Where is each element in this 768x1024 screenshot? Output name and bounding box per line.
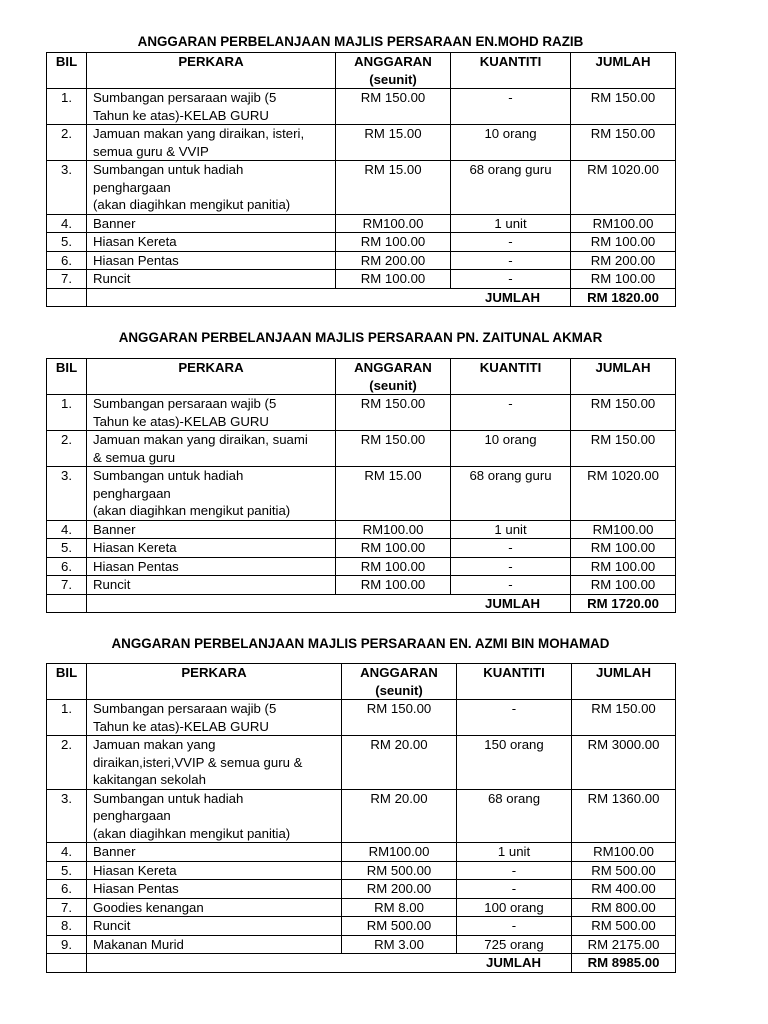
table-row xyxy=(47,789,676,843)
table-row xyxy=(47,270,676,289)
total-label: JUMLAH xyxy=(87,954,572,973)
cell-perkara: Sumbangan persaraan wajib (5 Tahun ke atas)-KELAB GURU xyxy=(87,395,336,431)
cell-jumlah: RM 200.00 xyxy=(571,251,676,270)
cell-bil: 5. xyxy=(47,233,87,252)
cell-perkara: Runcit xyxy=(87,917,342,936)
header-row xyxy=(47,359,676,395)
cell-anggaran: RM 500.00 xyxy=(342,861,457,880)
table-row xyxy=(47,843,676,862)
cell-bil: 9. xyxy=(47,935,87,954)
cell-perkara: Sumbangan persaraan wajib (5 Tahun ke atas)-KELAB GURU xyxy=(87,89,336,125)
cell-bil: 2. xyxy=(47,736,87,790)
budget-table xyxy=(46,358,676,613)
total-row xyxy=(47,954,676,973)
cell-kuantiti: - xyxy=(451,395,571,431)
cell-kuantiti: 68 orang guru xyxy=(451,467,571,521)
header-kuantiti: KUANTITI xyxy=(451,359,571,395)
cell-bil: 3. xyxy=(47,161,87,215)
cell-perkara: Hiasan Kereta xyxy=(87,233,336,252)
section-title: ANGGARAN PERBELANJAAN MAJLIS PERSARAAN EN.MOHD RAZIB xyxy=(137,34,584,49)
cell-jumlah: RM 500.00 xyxy=(572,861,676,880)
cell-anggaran: RM 150.00 xyxy=(342,700,457,736)
cell-kuantiti: 1 unit xyxy=(457,843,572,862)
cell-bil: 1. xyxy=(47,89,87,125)
table-row xyxy=(47,161,676,215)
table-row xyxy=(47,233,676,252)
table-row xyxy=(47,214,676,233)
cell-jumlah: RM 150.00 xyxy=(571,89,676,125)
cell-kuantiti: - xyxy=(451,270,571,289)
cell-jumlah: RM 800.00 xyxy=(572,898,676,917)
cell-perkara: Hiasan Kereta xyxy=(87,861,342,880)
cell-kuantiti: 100 orang xyxy=(457,898,572,917)
cell-jumlah: RM 1020.00 xyxy=(571,161,676,215)
cell-perkara: Sumbangan untuk hadiah penghargaan (akan diagihkan mengikut panitia) xyxy=(87,161,336,215)
cell-jumlah: RM 150.00 xyxy=(571,431,676,467)
cell-kuantiti: - xyxy=(457,700,572,736)
cell-jumlah: RM 150.00 xyxy=(571,395,676,431)
cell-anggaran: RM 15.00 xyxy=(336,125,451,161)
cell-jumlah: RM 1020.00 xyxy=(571,467,676,521)
cell-anggaran: RM 100.00 xyxy=(336,233,451,252)
cell-jumlah: RM 100.00 xyxy=(571,557,676,576)
table-row xyxy=(47,520,676,539)
cell-perkara: Jamuan makan yang diraikan,isteri,VVIP & semua guru & kakitangan sekolah xyxy=(87,736,342,790)
total-label: JUMLAH xyxy=(87,594,571,613)
cell-kuantiti: 1 unit xyxy=(451,520,571,539)
cell-anggaran: RM 15.00 xyxy=(336,467,451,521)
section-title: ANGGARAN PERBELANJAAN MAJLIS PERSARAAN EN. AZMI BIN MOHAMAD xyxy=(111,636,610,651)
table-row xyxy=(47,935,676,954)
cell-kuantiti: - xyxy=(451,539,571,558)
cell-bil: 7. xyxy=(47,898,87,917)
cell-kuantiti: 68 orang guru xyxy=(451,161,571,215)
cell-bil: 6. xyxy=(47,557,87,576)
cell-perkara: Hiasan Pentas xyxy=(87,251,336,270)
total-value: RM 1820.00 xyxy=(571,288,676,307)
cell-perkara: Goodies kenangan xyxy=(87,898,342,917)
cell-anggaran: RM 200.00 xyxy=(342,880,457,899)
section-title: ANGGARAN PERBELANJAAN MAJLIS PERSARAAN PN. ZAITUNAL AKMAR xyxy=(118,330,603,345)
cell-bil: 1. xyxy=(47,700,87,736)
cell-jumlah: RM 3000.00 xyxy=(572,736,676,790)
cell-bil: 7. xyxy=(47,270,87,289)
cell-anggaran: RM 100.00 xyxy=(336,576,451,595)
header-row xyxy=(47,664,676,700)
cell-bil: 3. xyxy=(47,789,87,843)
header-row xyxy=(47,53,676,89)
cell-kuantiti: - xyxy=(451,576,571,595)
cell-anggaran: RM 100.00 xyxy=(336,270,451,289)
cell-bil: 4. xyxy=(47,214,87,233)
cell-kuantiti: 150 orang xyxy=(457,736,572,790)
cell-jumlah: RM 150.00 xyxy=(572,700,676,736)
cell-bil: 2. xyxy=(47,125,87,161)
cell-perkara: Runcit xyxy=(87,576,336,595)
cell-kuantiti: - xyxy=(451,233,571,252)
cell-bil: 6. xyxy=(47,880,87,899)
total-row xyxy=(47,288,676,307)
cell-bil: 3. xyxy=(47,467,87,521)
cell-anggaran: RM100.00 xyxy=(336,520,451,539)
header-kuantiti: KUANTITI xyxy=(451,53,571,89)
cell-kuantiti: 10 orang xyxy=(451,125,571,161)
cell-perkara: Jamuan makan yang diraikan, isteri, semua guru & VVIP xyxy=(87,125,336,161)
header-anggaran: ANGGARAN (seunit) xyxy=(336,359,451,395)
table-row xyxy=(47,251,676,270)
header-jumlah: JUMLAH xyxy=(571,53,676,89)
cell-bil: 4. xyxy=(47,520,87,539)
cell-anggaran: RM 150.00 xyxy=(336,89,451,125)
cell-anggaran: RM 20.00 xyxy=(342,736,457,790)
total-row xyxy=(47,594,676,613)
cell-kuantiti: - xyxy=(451,251,571,270)
cell-bil: 5. xyxy=(47,861,87,880)
cell-bil: 2. xyxy=(47,431,87,467)
cell-bil: 8. xyxy=(47,917,87,936)
table-row xyxy=(47,467,676,521)
cell-jumlah: RM 2175.00 xyxy=(572,935,676,954)
total-value: RM 8985.00 xyxy=(572,954,676,973)
cell-anggaran: RM 15.00 xyxy=(336,161,451,215)
cell-jumlah: RM100.00 xyxy=(572,843,676,862)
cell-perkara: Sumbangan untuk hadiah penghargaan (akan diagihkan mengikut panitia) xyxy=(87,789,342,843)
table-row xyxy=(47,125,676,161)
table-row xyxy=(47,557,676,576)
cell-jumlah: RM 100.00 xyxy=(571,270,676,289)
table-row xyxy=(47,700,676,736)
cell-anggaran: RM 3.00 xyxy=(342,935,457,954)
cell-anggaran: RM 100.00 xyxy=(336,539,451,558)
cell-jumlah: RM 100.00 xyxy=(571,539,676,558)
cell-jumlah: RM 1360.00 xyxy=(572,789,676,843)
cell-bil: 7. xyxy=(47,576,87,595)
header-perkara: PERKARA xyxy=(87,664,342,700)
cell-perkara: Makanan Murid xyxy=(87,935,342,954)
cell-bil: 4. xyxy=(47,843,87,862)
table-row xyxy=(47,89,676,125)
cell-kuantiti: - xyxy=(451,557,571,576)
cell-kuantiti: 725 orang xyxy=(457,935,572,954)
cell-jumlah: RM 100.00 xyxy=(571,233,676,252)
cell-kuantiti: - xyxy=(457,880,572,899)
header-anggaran: ANGGARAN (seunit) xyxy=(336,53,451,89)
cell-perkara: Hiasan Pentas xyxy=(87,557,336,576)
cell-perkara: Sumbangan persaraan wajib (5 Tahun ke atas)-KELAB GURU xyxy=(87,700,342,736)
header-perkara: PERKARA xyxy=(87,359,336,395)
cell-anggaran: RM 150.00 xyxy=(336,431,451,467)
cell-anggaran: RM100.00 xyxy=(336,214,451,233)
cell-anggaran: RM 200.00 xyxy=(336,251,451,270)
header-bil: BIL xyxy=(47,664,87,700)
cell-anggaran: RM 20.00 xyxy=(342,789,457,843)
cell-anggaran: RM 100.00 xyxy=(336,557,451,576)
cell-kuantiti: 10 orang xyxy=(451,431,571,467)
cell-perkara: Hiasan Kereta xyxy=(87,539,336,558)
table-row xyxy=(47,736,676,790)
header-bil: BIL xyxy=(47,359,87,395)
table-row xyxy=(47,539,676,558)
cell-jumlah: RM 100.00 xyxy=(571,576,676,595)
header-jumlah: JUMLAH xyxy=(572,664,676,700)
header-perkara: PERKARA xyxy=(87,53,336,89)
header-bil: BIL xyxy=(47,53,87,89)
cell-bil: 6. xyxy=(47,251,87,270)
table-row xyxy=(47,917,676,936)
table-row xyxy=(47,576,676,595)
cell-perkara: Runcit xyxy=(87,270,336,289)
cell-kuantiti: - xyxy=(457,917,572,936)
cell-kuantiti: - xyxy=(457,861,572,880)
cell-anggaran: RM 150.00 xyxy=(336,395,451,431)
cell-kuantiti: - xyxy=(451,89,571,125)
cell-perkara: Jamuan makan yang diraikan, suami & semua guru xyxy=(87,431,336,467)
budget-table xyxy=(46,663,676,973)
cell-kuantiti: 68 orang xyxy=(457,789,572,843)
cell-anggaran: RM 500.00 xyxy=(342,917,457,936)
table-row xyxy=(47,395,676,431)
header-kuantiti: KUANTITI xyxy=(457,664,572,700)
header-anggaran: ANGGARAN (seunit) xyxy=(342,664,457,700)
table-row xyxy=(47,880,676,899)
cell-perkara: Hiasan Pentas xyxy=(87,880,342,899)
cell-perkara: Banner xyxy=(87,214,336,233)
total-label: JUMLAH xyxy=(87,288,571,307)
budget-table xyxy=(46,52,676,307)
cell-perkara: Banner xyxy=(87,843,342,862)
cell-jumlah: RM100.00 xyxy=(571,214,676,233)
table-row xyxy=(47,861,676,880)
cell-empty xyxy=(47,288,87,307)
cell-kuantiti: 1 unit xyxy=(451,214,571,233)
cell-perkara: Banner xyxy=(87,520,336,539)
cell-jumlah: RM100.00 xyxy=(571,520,676,539)
table-row xyxy=(47,431,676,467)
cell-anggaran: RM100.00 xyxy=(342,843,457,862)
table-row xyxy=(47,898,676,917)
cell-bil: 1. xyxy=(47,395,87,431)
cell-bil: 5. xyxy=(47,539,87,558)
cell-jumlah: RM 500.00 xyxy=(572,917,676,936)
total-value: RM 1720.00 xyxy=(571,594,676,613)
header-jumlah: JUMLAH xyxy=(571,359,676,395)
cell-jumlah: RM 400.00 xyxy=(572,880,676,899)
cell-anggaran: RM 8.00 xyxy=(342,898,457,917)
cell-perkara: Sumbangan untuk hadiah penghargaan (akan diagihkan mengikut panitia) xyxy=(87,467,336,521)
cell-jumlah: RM 150.00 xyxy=(571,125,676,161)
cell-empty xyxy=(47,954,87,973)
cell-empty xyxy=(47,594,87,613)
